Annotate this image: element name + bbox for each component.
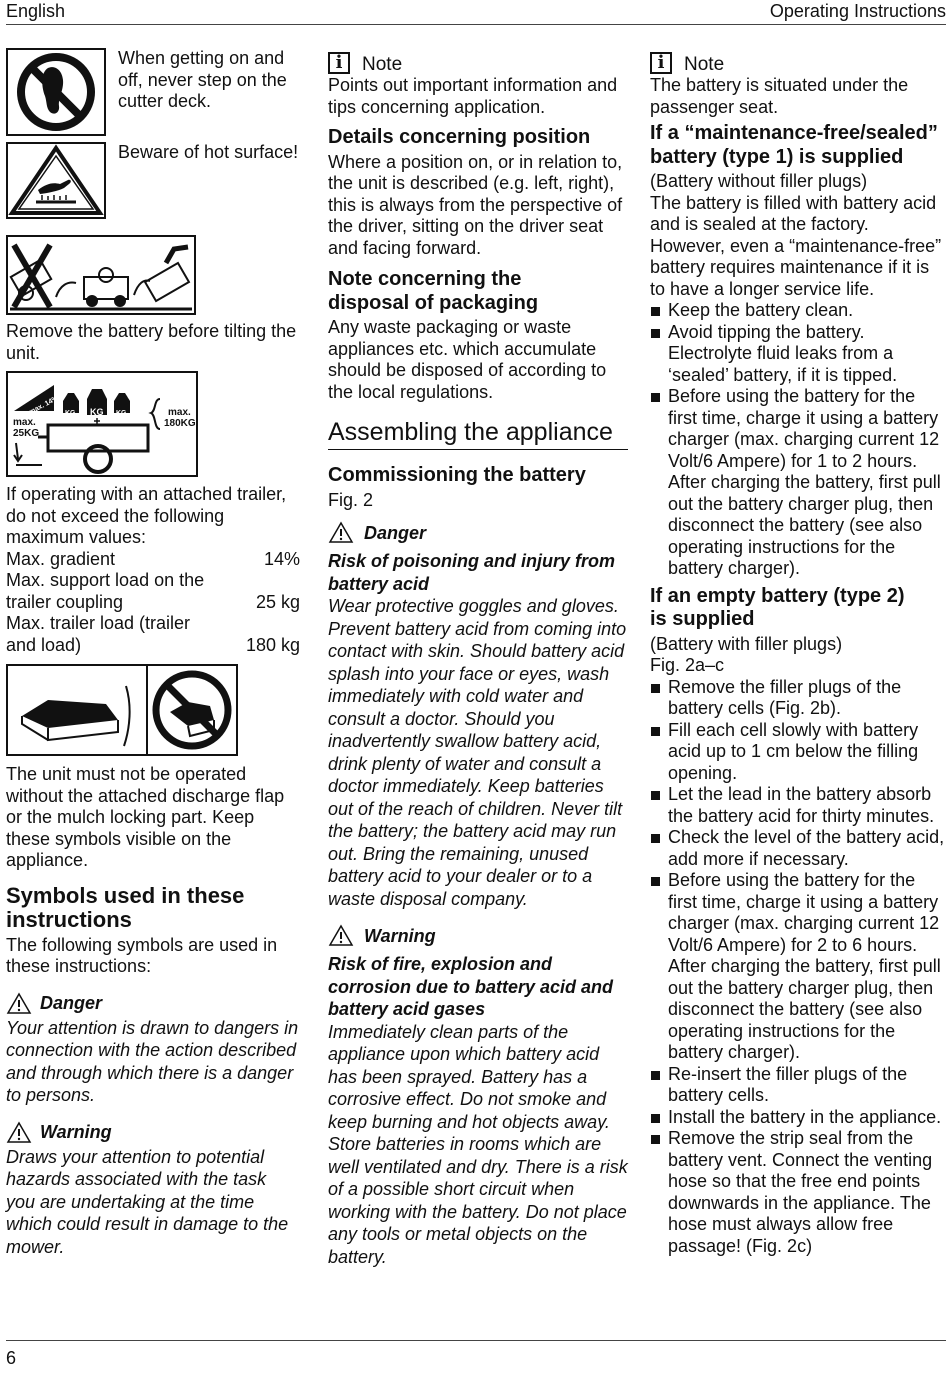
mulch-pictogram	[146, 664, 238, 756]
list-item: Install the battery in the appliance.	[650, 1107, 946, 1129]
position-heading: Details concerning position	[328, 126, 591, 148]
warning-box-label	[328, 924, 628, 947]
danger-symbol	[6, 992, 300, 1015]
danger-description: Your attention is drawn to dangers in connection with the action described and through which there is a danger to persons.	[6, 1017, 299, 1105]
list-item: Re-insert the filler plugs of the battery cells.	[650, 1064, 946, 1107]
warning-symbol	[6, 1121, 300, 1144]
header-doc-title: Operating Instructions	[769, 1, 946, 21]
spec-gradient	[6, 549, 300, 571]
no-step-icon	[8, 50, 104, 134]
flap-pictogram	[6, 664, 146, 756]
hot-surface-pictogram	[6, 142, 106, 219]
list-item: Keep the battery clean.	[650, 300, 946, 322]
list-item: Before using the battery for the first time, charge it using a battery charger (max. charging current 12 Volt/6 Ampere) for 2 to 6 hours. After charging the battery, first pull out the battery charger plug, then disconnect the battery (see also operating instructions for the battery charger).	[650, 870, 946, 1064]
note-label: Note	[684, 53, 725, 75]
warning-text: Immediately clean parts of the appliance upon which battery acid has been sprayed. Battery has a corrosive effect. Do not smoke and keep burning and hot objects away. Store batteries in rooms which are well ventilated and dry. There is a risk of a possible short circuit when working with the battery. Do not place any tools or metal objects on the battery.	[328, 1021, 628, 1267]
trailer-specs	[6, 549, 300, 657]
warning-triangle-icon	[6, 992, 32, 1015]
danger-text: Wear protective goggles and gloves. Prevent battery acid from coming into contact with skin. Should battery acid splash into your face or eyes, wash immediately with cold water and consult a doctor. Should you inadvertently swallow battery acid, drink plenty of water and consult a doctor immediately. Keep batteries out of the reach of children. Never tilt the battery; the battery acid may run out. Bring the remaining, unused battery acid to your dealer or to a waste disposal company.	[328, 596, 627, 909]
spec-value: 14%	[263, 548, 300, 569]
warning-triangle-icon	[328, 924, 354, 947]
danger-label: Danger	[40, 993, 103, 1013]
warning-triangle-icon	[328, 521, 354, 544]
spec-label: Max. trailer load (trailer and load)	[6, 613, 191, 655]
no-step-warning	[6, 48, 300, 136]
note-symbol	[650, 52, 946, 75]
warning-description: Draws your attention to potential hazards associated with the task you are undertaking at the time which could result in damage to the mower.	[6, 1146, 289, 1257]
spec-support-load	[6, 570, 300, 613]
trailer-max-left-2: 25KG	[13, 428, 40, 439]
tilt-pictogram	[6, 235, 196, 315]
assembling-heading: Assembling the appliance	[328, 417, 628, 450]
trailer-kg-2: KG	[90, 407, 104, 417]
warning-label: Warning	[364, 925, 436, 946]
warning-title: Risk of fire, explosion and corrosion due to battery acid and battery acid gases	[328, 954, 614, 1019]
no-step-pictogram	[6, 48, 106, 136]
spec-value: 180 kg	[245, 634, 300, 655]
list-item: Avoid tipping the battery. Electrolyte fluid leaks from a ‘sealed’ battery, if it is tipped.	[650, 322, 946, 387]
fig-ref: Fig. 2	[328, 489, 374, 510]
no-step-text: When getting on and off, never step on the cutter deck.	[118, 48, 287, 111]
trailer-slope-label: max. 14%	[28, 394, 60, 417]
hot-surface-icon	[8, 144, 104, 217]
symbols-heading: Symbols used in these instructions	[6, 882, 245, 932]
list-item: Before using the battery for the first time, charge it using a battery charger (max. charging current 12 Volt/6 Ampere) for 1 to 2 hours. After charging the battery, first pull out the battery charger plug, then disconnect the battery (see also operating instructions for the battery charger).	[650, 386, 946, 580]
column-2	[328, 48, 628, 1268]
header-language: English	[6, 1, 66, 21]
danger-title: Risk of poisoning and injury from battery acid	[328, 551, 616, 594]
note-symbol	[328, 52, 628, 75]
trailer-max-left-1: max.	[13, 417, 36, 428]
flap-text: The unit must not be operated without the attached discharge flap or the mulch locking part. Keep these symbols visible on the appliance.	[6, 764, 285, 870]
hot-surface-text: Beware of hot surface!	[118, 142, 299, 162]
type1-subtitle: (Battery without filler plugs)	[650, 171, 868, 191]
tilt-mower-icon	[8, 237, 194, 313]
trailer-max-right-2: 180KG	[164, 418, 196, 429]
spec-trailer-load	[6, 613, 300, 656]
warning-triangle-icon	[6, 1121, 32, 1144]
note-label: Note	[362, 53, 403, 75]
trailer-kg-1: KG	[65, 410, 76, 417]
trailer-pictogram	[6, 371, 198, 477]
commissioning-heading: Commissioning the battery	[328, 464, 586, 486]
type1-text: The battery is filled with battery acid and is sealed at the factory. However, even a “maintenance-free” battery requires maintenance if it is to have a longer service life.	[650, 192, 942, 299]
list-item: Remove the strip seal from the battery vent. Connect the venting hose so that the free end points downwards in the appliance. The hose must always allow free passage! (Fig. 2c)	[650, 1128, 946, 1257]
column-1	[6, 48, 300, 1258]
note-text: The battery is situated under the passenger seat.	[650, 75, 909, 117]
info-icon: i	[328, 52, 350, 74]
header-rule	[6, 24, 946, 25]
tilt-text: Remove the battery before tilting the unit.	[6, 321, 297, 363]
hot-surface-warning	[6, 142, 300, 219]
type2-heading: If an empty battery (type 2) is supplied	[650, 584, 905, 630]
discharge-flap-icon	[8, 666, 146, 754]
page-number: 6	[6, 1348, 17, 1368]
danger-label: Danger	[364, 522, 427, 543]
type2-subtitle: (Battery with filler plugs)	[650, 633, 843, 654]
trailer-max-right-1: max.	[168, 407, 191, 418]
info-icon: i	[650, 52, 672, 74]
type2-list	[650, 677, 946, 1258]
list-item: Remove the filler plugs of the battery cells (Fig. 2b).	[650, 677, 946, 720]
page-header	[0, 0, 950, 24]
column-3	[650, 48, 946, 1257]
disposal-heading: Note concerning the disposal of packaging	[328, 268, 539, 314]
list-item: Let the lead in the battery absorb the battery acid for thirty minutes.	[650, 784, 946, 827]
type1-heading: If a “maintenance-free/sealed” battery (type 1) is supplied	[650, 122, 938, 168]
spec-value: 25 kg	[255, 591, 300, 612]
footer-rule	[6, 1340, 946, 1341]
note-text: Points out important information and tips concerning application.	[328, 75, 618, 117]
disposal-text: Any waste packaging or waste appliances etc. which accumulate should be disposed of according to the local regulations.	[328, 317, 607, 402]
danger-box-label	[328, 521, 628, 544]
spec-label: Max. support load on the trailer coupling	[6, 570, 205, 612]
trailer-text: If operating with an attached trailer, do not exceed the following maximum values:	[6, 484, 287, 547]
type2-fig-ref: Fig. 2a–c	[650, 655, 725, 675]
list-item: Check the level of the battery acid, add more if necessary.	[650, 827, 946, 870]
list-item: Fill each cell slowly with battery acid up to 1 cm below the filling opening.	[650, 720, 946, 785]
trailer-kg-3: KG	[116, 410, 127, 417]
flap-pictograms	[6, 664, 300, 756]
spec-label: Max. gradient	[6, 548, 116, 569]
symbols-intro: The following symbols are used in these instructions:	[6, 934, 278, 976]
position-text: Where a position on, or in relation to, the unit is described (e.g. left, right), this is always from the perspective of the driver, sitting on the driver seat and facing forward.	[328, 151, 623, 258]
no-open-chute-icon	[148, 666, 236, 754]
type1-list	[650, 300, 946, 580]
warning-label: Warning	[40, 1122, 112, 1142]
